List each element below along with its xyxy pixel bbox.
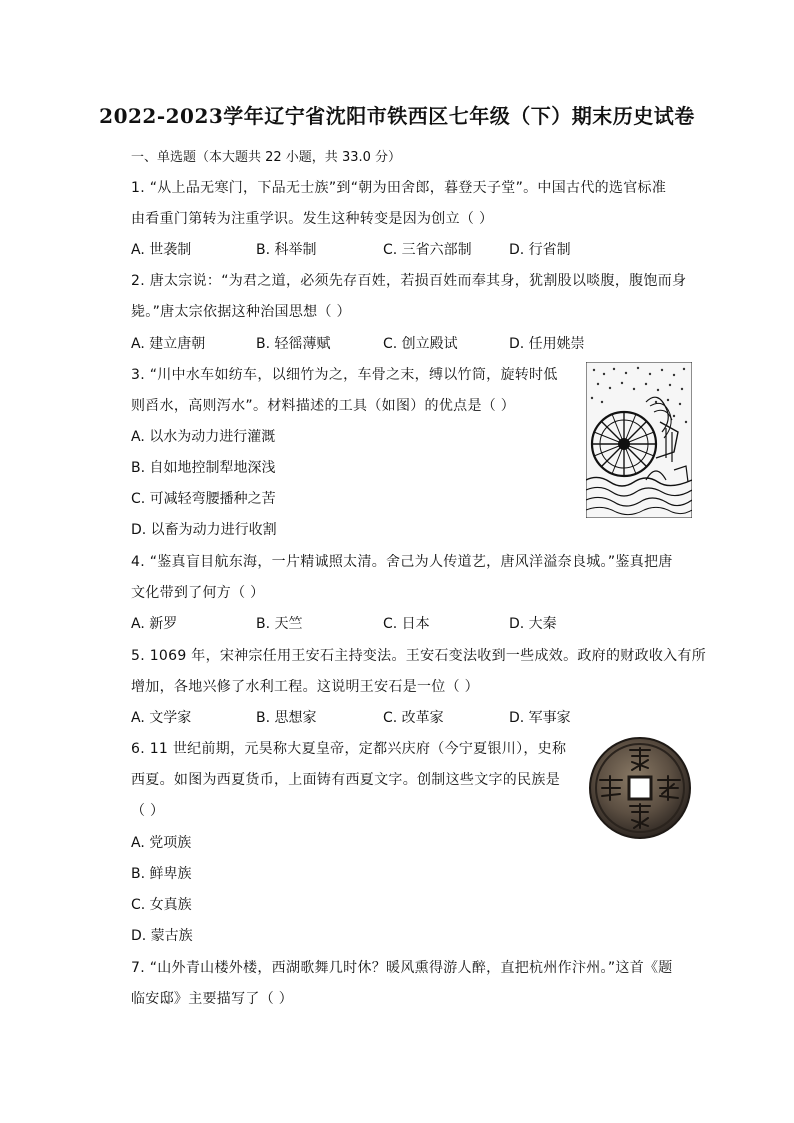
q1-option-c: C. 三省六部制 bbox=[383, 242, 472, 258]
q6-line-1: 6. 11 世纪前期，元昊称大夏皇帝，定都兴庆府（今宁夏银川），史称 bbox=[131, 741, 567, 757]
q5-option-a: A. 文学家 bbox=[131, 710, 192, 726]
q5-option-b: B. 思想家 bbox=[256, 710, 317, 726]
q5-option-c: C. 改革家 bbox=[383, 710, 444, 726]
q4-option-d: D. 大秦 bbox=[509, 616, 557, 632]
q4-option-b: B. 天竺 bbox=[256, 616, 303, 632]
q2-option-a: A. 建立唐朝 bbox=[131, 336, 206, 352]
q1-option-d: D. 行省制 bbox=[509, 242, 571, 258]
q4-line-1: 4. “鉴真盲目航东海，一片精诚照太清。舍己为人传道艺，唐风洋溢奈良城。”鉴真把唐 bbox=[131, 554, 673, 570]
q3-option-a: A. 以水为动力进行灌溉 bbox=[131, 429, 276, 445]
q7-line-2: 临安邸》主要描写了（ ） bbox=[131, 991, 294, 1007]
q3-option-d: D. 以畜为动力进行收割 bbox=[131, 522, 277, 538]
waterwheel-illustration bbox=[586, 362, 692, 518]
q6-option-b: B. 鲜卑族 bbox=[131, 866, 192, 882]
q2-line-1: 2. 唐太宗说：“为君之道，必须先存百姓，若损百姓而奉其身，犹割股以啖腹，腹饱而身 bbox=[131, 273, 687, 289]
section-heading: 一、单选题（本大题共 22 小题，共 33.0 分） bbox=[131, 150, 402, 165]
xixia-coin-image bbox=[588, 736, 692, 840]
q1-line-1: 1. “从上品无寒门，下品无士族”到“朝为田舍郎，暮登天子堂”。中国古代的选官标准 bbox=[131, 180, 667, 196]
q1-line-2: 由看重门第转为注重学识。发生这种转变是因为创立（ ） bbox=[131, 211, 494, 227]
q3-line-1: 3. “川中水车如纺车，以细竹为之，车骨之末，缚以竹筒，旋转时低 bbox=[131, 367, 558, 383]
q5-line-1: 5. 1069 年，宋神宗任用王安石主持变法。王安石变法收到一些成效。政府的财政收入有所 bbox=[131, 648, 707, 664]
q4-option-c: C. 日本 bbox=[383, 616, 430, 632]
q6-option-d: D. 蒙古族 bbox=[131, 928, 193, 944]
q3-option-c: C. 可减轻弯腰播种之苦 bbox=[131, 491, 276, 507]
q4-line-2: 文化带到了何方（ ） bbox=[131, 585, 265, 601]
q2-line-2: 毙。”唐太宗依据这种治国思想（ ） bbox=[131, 304, 351, 320]
q3-line-2: 则舀水，高则泻水”。材料描述的工具（如图）的优点是（ ） bbox=[131, 398, 516, 414]
q6-line-3: （ ） bbox=[131, 803, 165, 819]
q1-option-b: B. 科举制 bbox=[256, 242, 317, 258]
q1-option-a: A. 世袭制 bbox=[131, 242, 192, 258]
q2-option-c: C. 创立殿试 bbox=[383, 336, 458, 352]
q7-line-1: 7. “山外青山楼外楼，西湖歌舞几时休？暖风熏得游人醉，直把杭州作汴州。”这首《题 bbox=[131, 960, 673, 976]
q6-option-a: A. 党项族 bbox=[131, 835, 192, 851]
q3-option-b: B. 自如地控制犁地深浅 bbox=[131, 460, 276, 476]
q6-line-2: 西夏。如图为西夏货币，上面铸有西夏文字。创制这些文字的民族是 bbox=[131, 772, 560, 788]
q5-option-d: D. 军事家 bbox=[509, 710, 571, 726]
q2-option-b: B. 轻徭薄赋 bbox=[256, 336, 331, 352]
q6-option-c: C. 女真族 bbox=[131, 897, 192, 913]
q2-option-d: D. 任用姚崇 bbox=[509, 336, 585, 352]
q4-option-a: A. 新罗 bbox=[131, 616, 178, 632]
q5-line-2: 增加，各地兴修了水利工程。这说明王安石是一位（ ） bbox=[131, 679, 479, 695]
exam-title: 2022-2023学年辽宁省沈阳市铁西区七年级（下）期末历史试卷 bbox=[99, 104, 695, 128]
